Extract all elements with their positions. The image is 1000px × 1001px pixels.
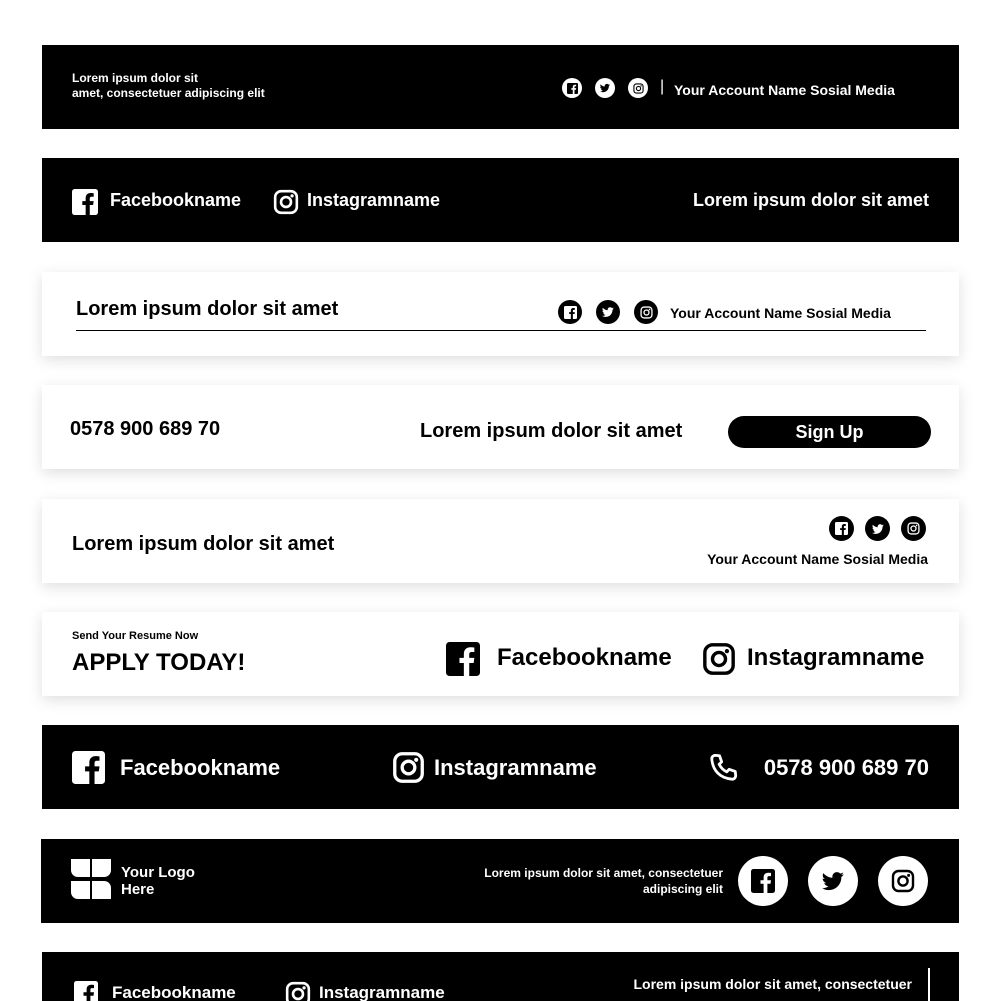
instagram-name[interactable]: Instagramname <box>307 190 441 210</box>
instagram-icon[interactable] <box>702 642 736 676</box>
banner-1 <box>42 45 959 129</box>
facebook-icon[interactable] <box>446 642 480 676</box>
banner-8 <box>41 839 959 923</box>
facebook-name[interactable]: Facebookname <box>112 983 236 1001</box>
banner-1-text: Lorem ipsum dolor sit amet, consectetuer adipiscing elit <box>72 71 265 100</box>
underline-divider <box>76 330 926 331</box>
instagram-icon[interactable] <box>392 751 425 784</box>
account-name[interactable]: Your Account Name Sosial Media <box>670 305 891 321</box>
apply-heading: APPLY TODAY! <box>72 649 246 676</box>
facebook-icon[interactable] <box>738 856 788 906</box>
facebook-icon[interactable] <box>72 751 105 784</box>
twitter-icon[interactable] <box>596 300 620 324</box>
instagram-icon[interactable] <box>878 856 928 906</box>
facebook-icon[interactable] <box>72 189 98 215</box>
facebook-icon[interactable] <box>558 300 582 324</box>
facebook-icon[interactable] <box>829 516 854 541</box>
facebook-name[interactable]: Facebookname <box>120 755 281 780</box>
banner-4 <box>42 385 959 469</box>
phone-number[interactable]: 0578 900 689 70 <box>763 755 929 780</box>
instagram-icon[interactable] <box>634 300 658 324</box>
instagram-name[interactable]: Instagramname <box>747 644 925 671</box>
banner-9 <box>42 952 959 1001</box>
instagram-name[interactable]: Instagramname <box>434 755 597 780</box>
sign-up-button[interactable]: Sign Up <box>728 416 931 448</box>
facebook-name[interactable]: Facebookname <box>110 190 242 210</box>
instagram-icon[interactable] <box>285 981 311 1001</box>
headline: Lorem ipsum dolor sit amet <box>72 533 335 555</box>
tagline: Lorem ipsum dolor sit amet <box>420 420 683 442</box>
instagram-icon[interactable] <box>273 189 299 215</box>
facebook-icon[interactable] <box>562 78 582 98</box>
tagline: Lorem ipsum dolor sit amet, consectetuer adipiscing elit <box>484 866 723 896</box>
banner-3 <box>42 272 959 356</box>
instagram-name[interactable]: Instagramname <box>319 983 445 1001</box>
twitter-icon[interactable] <box>595 78 615 98</box>
banner-5 <box>42 499 959 583</box>
facebook-name[interactable]: Facebookname <box>497 644 672 671</box>
subheading: Send Your Resume Now <box>72 630 199 642</box>
tagline: Lorem ipsum dolor sit amet <box>692 190 929 210</box>
phone-icon[interactable] <box>707 752 739 784</box>
account-name[interactable]: Your Account Name Sosial Media <box>674 82 895 98</box>
banner-7 <box>42 725 959 809</box>
facebook-icon[interactable] <box>74 981 98 1001</box>
tagline: Lorem ipsum dolor sit amet, consectetuer <box>633 976 912 992</box>
vertical-divider <box>928 968 930 1001</box>
logo-text: Your Logo Here <box>121 864 195 898</box>
phone-number[interactable]: 0578 900 689 70 <box>70 418 221 440</box>
divider: | <box>660 78 665 95</box>
account-name[interactable]: Your Account Name Sosial Media <box>707 551 928 567</box>
logo-icon <box>71 859 111 899</box>
banner-6 <box>42 612 959 696</box>
banner-2 <box>42 158 959 242</box>
instagram-icon[interactable] <box>628 78 648 98</box>
twitter-icon[interactable] <box>865 516 890 541</box>
instagram-icon[interactable] <box>901 516 926 541</box>
headline: Lorem ipsum dolor sit amet <box>76 298 339 320</box>
twitter-icon[interactable] <box>808 856 858 906</box>
